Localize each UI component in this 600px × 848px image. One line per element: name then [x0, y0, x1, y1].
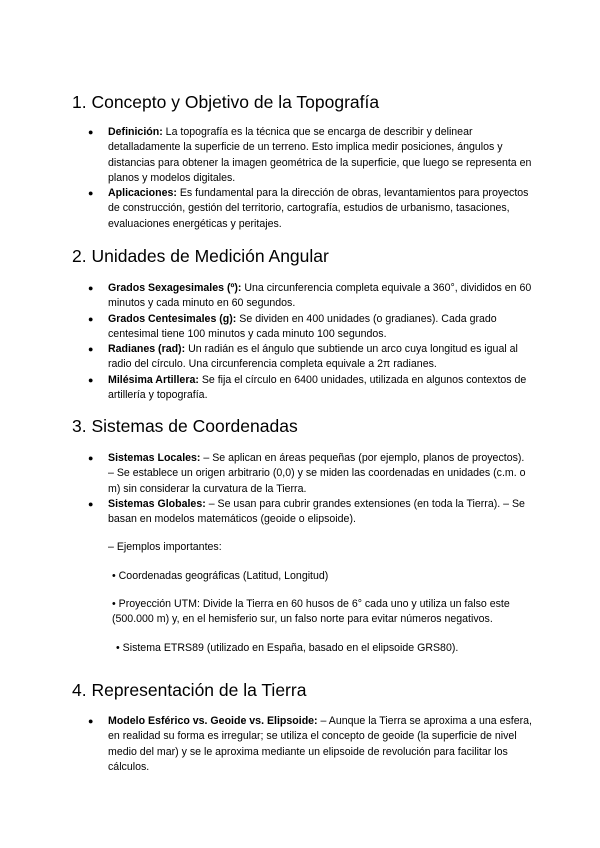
item-text: La topografía es la técnica que se encarga de describir y delinear detalladamente la superficie de un terreno. Esto implica medir posiciones, ángulos y distancias para obtener la imagen geométrica de la superficie, que luego se representa en planos y modelos digitales. [108, 126, 532, 184]
list-item [72, 451, 532, 497]
item-term: Modelo Esférico vs. Geoide vs. Elipsoide: [108, 715, 318, 727]
bullet-icon: ● [88, 313, 94, 324]
bullet-icon: ● [88, 453, 94, 463]
bullet-icon: ● [88, 716, 94, 726]
list-item [72, 342, 532, 373]
item-text: Una circunferencia completa equivale a 360°, divididos en 60 minutos y cada minuto en 60 segundos. [108, 282, 532, 310]
item-term: Sistemas Globales: [108, 497, 206, 510]
bullet-icon: ● [88, 498, 94, 509]
example-item: • Coordenadas geográficas (Latitud, Longitud) [112, 569, 329, 582]
item-list [72, 125, 532, 232]
item-text: Un radián es el ángulo que subtiende un arco cuya longitud es igual al radio del círculo. Una circunferencia completa equivale a 2π radianes. [108, 343, 518, 371]
example-item: • Proyección UTM: Divide la Tierra en 60 husos de 6° cada uno y utiliza un falso este (500.000 m) y, en el hemisferio sur, un falso norte para evitar números negativos. [112, 598, 510, 626]
item-text: – Se usan para cubrir grandes extensiones (en toda la Tierra). – Se basan en modelos matemáticos (geoide o elipsoide). [108, 497, 525, 526]
item-list [72, 281, 532, 403]
list-item [72, 281, 532, 312]
item-term: Definición: [108, 126, 163, 138]
list-item [72, 186, 532, 232]
bullet-icon: ● [88, 127, 94, 137]
list-item [72, 497, 532, 528]
item-term: Grados Sexagesimales (º): [108, 282, 242, 294]
section-title: 4. Representación de la Tierra [72, 680, 307, 700]
list-item [72, 312, 532, 343]
section-unidades [72, 245, 532, 403]
example-item: • Sistema ETRS89 (utilizado en España, basado en el elipsoide GRS80). [116, 641, 459, 654]
list-item [72, 714, 532, 775]
bullet-icon: ● [88, 283, 94, 293]
item-list [72, 451, 532, 527]
item-text: – Aunque la Tierra se aproxima a una esfera, en realidad su forma es irregular; se utiliza el concepto de geoide (la superficie de nivel medio del mar) y se le aproxima mediante un elipsoide de revolución para facilitar los cálculos. [108, 715, 532, 773]
bullet-icon: ● [88, 344, 94, 355]
item-text: Se dividen en 400 unidades (o gradianes). Cada grado centesimal tiene 100 minutos y cada minuto 100 segundos. [108, 312, 497, 340]
list-item [72, 373, 532, 404]
item-term: Grados Centesimales (g): [108, 312, 237, 325]
item-list [72, 714, 532, 775]
section-title: 2. Unidades de Medición Angular [72, 246, 329, 266]
item-term: Radianes (rad): [108, 343, 186, 356]
item-term: Milésima Artillera: [108, 373, 199, 386]
section-representacion [72, 679, 532, 775]
item-text: Se fija el círculo en 6400 unidades, utilizada en algunos contextos de artillería y topografía. [108, 373, 527, 402]
item-term: Aplicaciones: [108, 187, 177, 200]
bullet-icon: ● [88, 188, 94, 199]
item-term: Sistemas Locales: [108, 452, 201, 464]
item-text: Es fundamental para la dirección de obras, levantamientos para proyectos de construcción, gestión del territorio, cartografía, estudios de urbanismo, tasaciones, evaluaciones energéticas y peritajes. [108, 187, 529, 230]
section-title: 1. Concepto y Objetivo de la Topografía [72, 92, 380, 112]
examples-heading: – Ejemplos importantes: [108, 541, 222, 554]
section-concepto [72, 91, 532, 232]
item-text: – Se aplican en áreas pequeñas (por ejemplo, planos de proyectos). – Se establece un origen arbitrario (0,0) y se miden las coordenadas en unidades (c.m. o m) sin considerar la curvatura de la Tierra. [108, 452, 526, 495]
section-coordenadas [72, 415, 532, 656]
bullet-icon: ● [88, 374, 94, 385]
list-item [72, 125, 532, 186]
section-title: 3. Sistemas de Coordenadas [72, 416, 298, 436]
